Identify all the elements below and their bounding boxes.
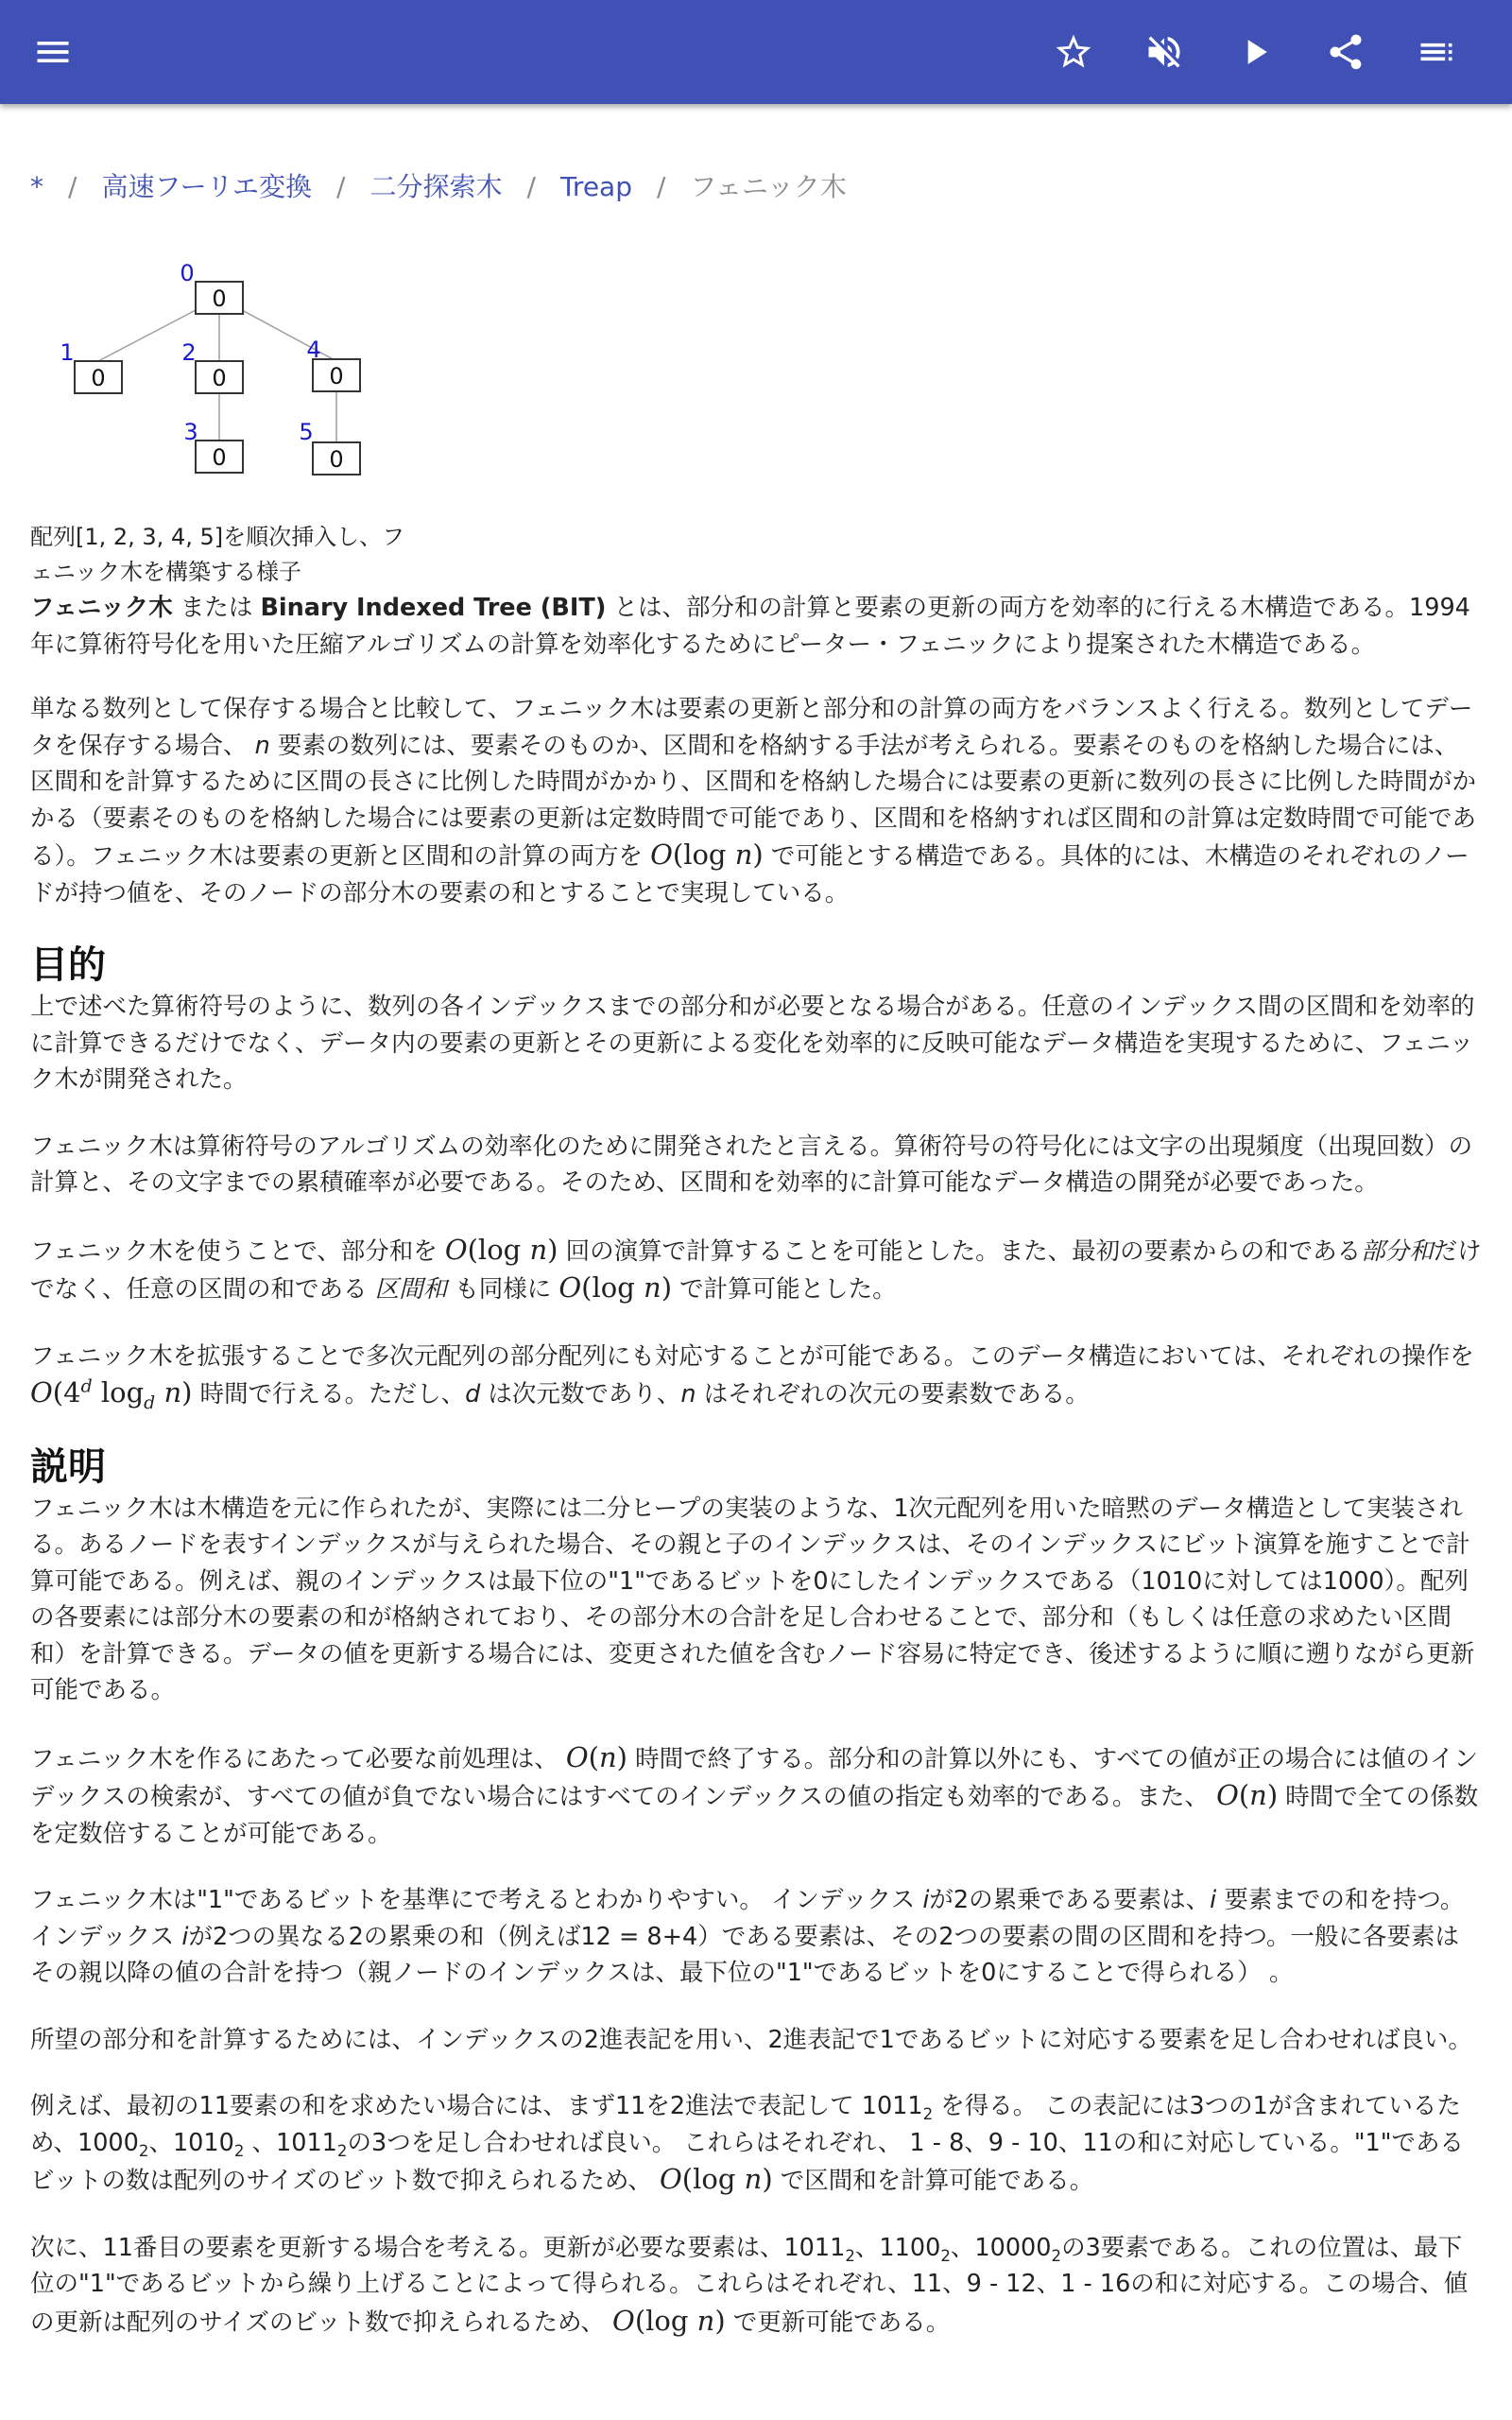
node-index-2: 2 [181, 339, 197, 366]
math-var-n: n [680, 1380, 696, 1409]
binary-base: 2 [1051, 2246, 1062, 2265]
term-fenwick-tree: フェニック木 [30, 594, 173, 622]
node-value-3: 0 [212, 444, 227, 471]
breadcrumb-separator: / [68, 171, 77, 202]
hamburger-menu-icon [32, 31, 74, 73]
math-paren: ( [581, 1271, 593, 1304]
explanation-paragraph [30, 1739, 1482, 1853]
purpose-paragraph [30, 1232, 1482, 1308]
text-span: で可能とする構造である。具体的には、木構造のそれぞれのノードが持つ値を、そのノードの部分木の要素の和とすることで実現している。 [30, 842, 1469, 908]
math-log: log [683, 838, 727, 871]
node-value-5: 0 [329, 446, 344, 473]
text-span: 回の演算で計算することを可能とした。また、最初の要素からの和である [565, 1236, 1362, 1266]
table-of-contents-icon [1416, 31, 1457, 73]
play-button[interactable] [1227, 24, 1283, 80]
text-span: 、 [950, 2233, 975, 2262]
text-span: で計算可能とした。 [679, 1275, 897, 1304]
math-n: n [529, 1233, 548, 1266]
node-value-2: 0 [212, 365, 227, 391]
math-log: log [693, 2163, 736, 2195]
math-n: n [1249, 1779, 1267, 1811]
binary-base: 2 [336, 2141, 348, 2160]
math-O: O [660, 2163, 682, 2195]
term-bit: Binary Indexed Tree (BIT) [260, 594, 607, 622]
breadcrumb-link-treap[interactable]: Treap [559, 171, 632, 202]
binary-base: 2 [845, 2246, 855, 2265]
contents-button[interactable] [1408, 24, 1465, 80]
binary-1011 [276, 2128, 348, 2160]
math-paren: ( [681, 2163, 694, 2195]
binary-digits: 1011 [783, 2233, 846, 2262]
math-log: log [592, 1271, 635, 1304]
fenwick-tree-figure[interactable] [28, 255, 369, 482]
volume-off-icon [1143, 31, 1185, 73]
text-span: 時間で全ての係数を定数倍することが可能である。 [30, 1783, 1479, 1848]
explanation-paragraph: フェニック木は木構造を元に作られたが、実際には二分ヒープの実装のような、1次元配列を用いた暗黙のデータ構造として実装される。あるノードを表すインデックスが与えられた場合、その親と子のインデックスは、そのインデックスにビット演算を施すことで計算可能である。例えば、親のインデックスは最下位の"1"であるビットを0にしたインデックスである（1010に対しては1000）。配列の各要素には部分木の要素の和が格納されており、その部分木の合計を足し合わせることで、部分和（もしくは任意の求めたい区間和）を計算できる。データの値を更新する場合には、変更された値を含むノード容易に特定でき、後述するように順に遡りながら更新可能である。 [30, 1494, 1475, 1704]
app-bar [0, 0, 1512, 104]
share-button[interactable] [1317, 24, 1374, 80]
math-paren: ) [752, 838, 764, 871]
math-paren: ) [1266, 1779, 1279, 1811]
math-paren: ) [181, 1376, 193, 1409]
node-index-4: 4 [306, 337, 321, 363]
text-span: フェニック木を作るにあたって必要な前処理は、 [30, 1744, 558, 1773]
explanation-paragraph [30, 2088, 1482, 2200]
menu-button[interactable] [25, 24, 81, 80]
math-var-i: i [181, 1922, 189, 1951]
math-n: n [598, 1740, 617, 1773]
math-paren: ( [588, 1740, 599, 1773]
text-span: の3つを足し合わせれば良い。 これらはそれぞれ、 1 - 8、9 - 10、11の和に対応している。"1"であるビットの数は配列のサイズのビット数で抑えられるため、 [30, 2128, 1465, 2195]
math-O: O [30, 1376, 53, 1409]
binary-digits: 1000 [77, 2128, 139, 2157]
explanation-paragraph [30, 1882, 1482, 1992]
text-span: とは、部分和の計算と要素の更新の両方を効率的に行える木構造である。1994年に算術符号化を用いた圧縮アルゴリズムの計算を効率化するためにピーター・フェニックにより提案された木構造である。 [30, 594, 1470, 659]
text-span: が2つの異なる2の累乗の和（例えば12 = 8+4）である要素は、その2つの要素の間の区間和を持つ。一般に各要素はその親以降の値の合計を持つ（親ノードのインデックスは、最下位の"1"であるビットを0にすることで得られる） 。 [30, 1922, 1459, 1987]
math-var-d: d [465, 1380, 481, 1409]
math-four: 4 [63, 1376, 81, 1409]
purpose-paragraph [30, 1339, 1482, 1413]
math-o-log-n [558, 1271, 672, 1304]
text-span: を得る。 この表記には3つの1が含まれているため、 [30, 2092, 1461, 2157]
math-var-i: i [922, 1886, 930, 1914]
binary-1011 [861, 2092, 934, 2124]
math-paren: ) [762, 2163, 773, 2195]
math-log: log [477, 1233, 522, 1266]
figure-caption-line: ェニック木を構築する様子 [30, 559, 302, 585]
math-O: O [612, 2304, 635, 2337]
math-n: n [696, 2304, 715, 2337]
text-span: はそれぞれの次元の要素数である。 [703, 1380, 1090, 1409]
binary-1011 [783, 2233, 855, 2265]
text-span: または [172, 594, 261, 622]
text-span: 単なる数列として保存する場合と比較して、フェニック木は要素の更新と部分和の計算の両方をバランスよく行える。数列としてデータを保存する場合、 [30, 695, 1473, 760]
explanation-paragraph [30, 2230, 1482, 2342]
breadcrumb-link-bst[interactable]: 二分探索木 [369, 171, 503, 202]
node-index-1: 1 [60, 339, 75, 366]
section-heading-explanation: 説明 [30, 1444, 106, 1489]
binary-base: 2 [138, 2141, 149, 2160]
math-d: d [80, 1376, 93, 1397]
binary-digits: 1011 [861, 2092, 923, 2120]
favorite-button[interactable] [1045, 24, 1102, 80]
breadcrumb-link-fft[interactable]: 高速フーリエ変換 [101, 171, 313, 202]
text-span: が2の累乗である要素は、 [929, 1886, 1211, 1914]
binary-digits: 10000 [974, 2233, 1052, 2262]
intro-paragraph [30, 590, 1482, 663]
math-o-log-n [650, 838, 764, 871]
binary-digits: 1011 [276, 2128, 337, 2157]
math-O: O [1216, 1779, 1239, 1811]
node-value-1: 0 [91, 365, 106, 391]
text-span: だけでなく、任意の区間の和である [30, 1236, 1482, 1304]
share-icon [1325, 31, 1366, 73]
article-body [30, 590, 1482, 2371]
math-paren: ( [634, 2304, 646, 2337]
node-index-0: 0 [180, 260, 195, 286]
binary-1000 [77, 2128, 149, 2160]
figure-caption-line: 配列[1, 2, 3, 4, 5]を順次挿入し、フ [30, 524, 405, 550]
intro-paragraph [30, 691, 1482, 911]
math-paren: ) [714, 2304, 726, 2337]
star-outline-icon [1053, 31, 1094, 73]
text-span: で更新可能である。 [732, 2308, 951, 2337]
text-span: 要素の数列には、要素そのものか、区間和を格納する手法が考えられる。要素そのものを格納した場合には、区間和を計算するために区間の長さに比例した時間がかかり、区間和を格納した場合には要素の更新に数列の長さに比例した時間がかかる（要素そのものを格納した場合には要素の更新は定数時間で可能であり、区間和を格納すれば区間和の計算は定数時間で可能である）。フェニック木は要素の更新と区間和の計算の両方を [30, 731, 1477, 871]
math-o-4d-log-n [30, 1376, 193, 1413]
text-span: フェニック木を拡張することで多次元配列の部分配列にも対応することが可能である。このデータ構造においては、それぞれの操作を [30, 1341, 1474, 1371]
breadcrumb-separator: / [526, 171, 536, 202]
binary-10000 [974, 2233, 1062, 2265]
math-d: d [144, 1392, 156, 1413]
math-paren: ) [616, 1740, 627, 1773]
section-heading-purpose: 目的 [30, 943, 106, 987]
breadcrumb-current: フェニック木 [690, 171, 847, 202]
play-icon [1234, 31, 1276, 73]
text-span: 、 [148, 2128, 173, 2157]
purpose-paragraph: フェニック木は算術符号のアルゴリズムの効率化のために開発されたと言える。算術符号の符号化には文字の出現頻度（出現回数）の計算と、その文字までの累積確率が必要である。そのため、区間和を効率的に計算可能なデータ構造の開発が必要であった。 [30, 1132, 1473, 1197]
math-paren: ( [52, 1376, 64, 1409]
text-span: も同様に [455, 1275, 552, 1304]
node-value-0: 0 [212, 285, 227, 312]
math-o-n [566, 1741, 627, 1773]
binary-1010 [172, 2128, 245, 2160]
term-range-sum: 区間和 [374, 1275, 448, 1304]
text-span: フェニック木を使うことで、部分和を [30, 1236, 438, 1266]
text-span: 時間で行える。ただし、 [199, 1380, 466, 1409]
math-n: n [644, 1271, 662, 1304]
text-span: 例えば、最初の11要素の和を求めたい場合には、まず11を2進法で表記して [30, 2092, 854, 2120]
math-O: O [565, 1740, 589, 1773]
math-O: O [650, 838, 673, 871]
text-span: 次に、11番目の要素を更新する場合を考える。更新が必要な要素は、 [30, 2233, 784, 2262]
math-paren: ( [1238, 1779, 1250, 1811]
text-span: 時間で終了する。部分和の計算以外にも、すべての値が正の場合には値のインデックスの検索が、すべての値が負でない場合にはすべてのインデックスの値の指定も効率的である。また、 [30, 1744, 1479, 1811]
math-o-log-n [445, 1234, 558, 1266]
math-paren: ( [672, 838, 684, 871]
binary-1100 [879, 2233, 951, 2265]
breadcrumb-link-home[interactable]: * [30, 171, 43, 202]
text-span: の3要素である。これの位置は、最下位の"1"であるビットから繰り上げることによって得られる。これらはそれぞれ、11、9 - 12、1 - 16の和に対応する。この場合、値の更新は配列のサイズのビット数で抑えられるため、 [30, 2233, 1469, 2337]
math-o-log-n [660, 2163, 773, 2195]
mute-button[interactable] [1136, 24, 1193, 80]
text-span: フェニック木は"1"であるビットを基準にで考えるとわかりやすい。 インデックス [30, 1886, 916, 1914]
node-index-3: 3 [183, 419, 198, 445]
text-span: 、 [244, 2128, 277, 2157]
math-paren: ) [661, 1271, 673, 1304]
math-log: log [645, 2304, 689, 2337]
explanation-paragraph: 所望の部分和を計算するためには、インデックスの2進表記を用い、2進表記で1であるビットに対応する要素を足し合わせれば良い。 [30, 2025, 1472, 2054]
math-paren: ) [547, 1233, 558, 1266]
breadcrumb-separator: / [656, 171, 666, 202]
math-var-i: i [1210, 1886, 1217, 1914]
math-O: O [444, 1233, 468, 1266]
node-index-5: 5 [299, 419, 314, 445]
math-var-n: n [254, 731, 270, 760]
node-value-4: 0 [329, 363, 344, 389]
binary-base: 2 [940, 2246, 951, 2265]
math-n: n [163, 1376, 182, 1409]
text-span: は次元数であり、 [488, 1380, 681, 1409]
text-span: 、 [854, 2233, 880, 2262]
binary-base: 2 [233, 2141, 245, 2160]
text-span: で区間和を計算可能である。 [780, 2167, 1094, 2195]
binary-digits: 1100 [879, 2233, 941, 2262]
binary-base: 2 [922, 2105, 934, 2124]
breadcrumb-separator: / [336, 171, 346, 202]
math-log: log [100, 1376, 145, 1409]
math-o-n [1216, 1779, 1278, 1811]
math-n: n [734, 838, 753, 871]
math-paren: ( [467, 1233, 478, 1266]
text-span: 要素までの和を持つ。インデックス [30, 1886, 1465, 1951]
breadcrumb [30, 168, 847, 206]
binary-digits: 1010 [172, 2128, 234, 2157]
math-o-log-n [612, 2305, 726, 2337]
purpose-paragraph: 上で述べた算術符号のように、数列の各インデックスまでの部分和が必要となる場合がある。任意のインデックス間の区間和を効率的に計算できるだけでなく、データ内の要素の更新とその更新による変化を効率的に反映可能なデータ構造を実現するために、フェニック木が開発された。 [30, 993, 1475, 1094]
figure-caption [30, 520, 427, 590]
term-prefix-sum: 部分和 [1361, 1236, 1434, 1266]
math-O: O [558, 1271, 582, 1304]
math-n: n [744, 2163, 763, 2195]
